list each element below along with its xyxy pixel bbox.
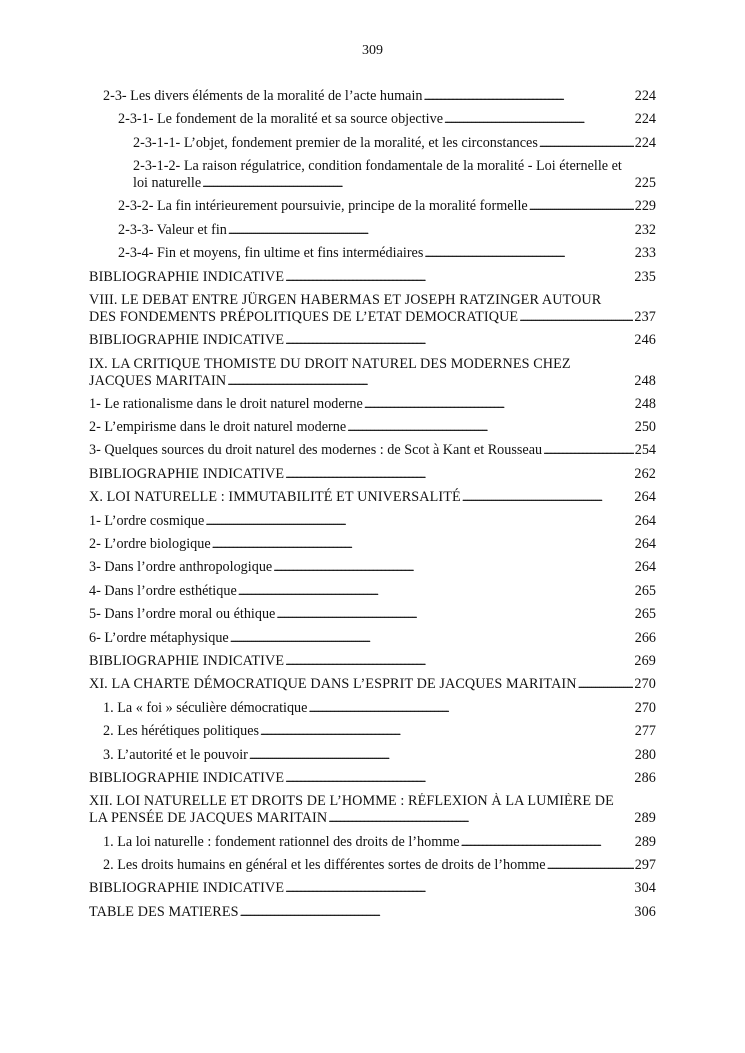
toc-entry-page: 265 xyxy=(634,606,656,623)
toc-entry-title: BIBLIOGRAPHIE INDICATIVE xyxy=(89,652,285,669)
toc-entry-page: 280 xyxy=(634,746,656,763)
toc-entry-title: 2-3- Les divers éléments de la moralité de l’acte humain xyxy=(103,88,423,104)
toc-entry-title-line2: loi naturelle xyxy=(133,175,202,192)
toc-entry[interactable] xyxy=(89,536,656,559)
toc-entry[interactable] xyxy=(89,793,656,833)
toc-entry[interactable] xyxy=(89,770,656,793)
toc-entry-page: 264 xyxy=(634,489,656,506)
toc-entry[interactable] xyxy=(89,676,656,699)
toc-entry[interactable] xyxy=(89,198,656,221)
dot-leader xyxy=(273,559,634,576)
dot-leader xyxy=(285,653,633,670)
toc-entry-title: 2. Les hérétiques politiques xyxy=(103,723,260,740)
dot-leader xyxy=(238,583,634,600)
toc-entry-page: 246 xyxy=(634,332,656,349)
toc-entry[interactable] xyxy=(89,356,656,396)
dot-leader xyxy=(347,419,634,436)
dot-leader xyxy=(202,175,634,192)
toc-entry-title-line1: 2-3-1-2- La raison régulatrice, condition fondamentale de la moralité - Loi éternelle et xyxy=(133,158,622,175)
toc-entry[interactable] xyxy=(89,857,656,880)
toc-entry-page: 235 xyxy=(634,268,656,285)
dot-leader xyxy=(328,810,633,827)
toc-entry-page: 250 xyxy=(634,419,656,436)
toc-entry-title: 5- Dans l’ordre moral ou éthique xyxy=(89,606,276,623)
toc-entry[interactable] xyxy=(89,834,656,857)
dot-leader xyxy=(519,309,633,326)
toc-entry-title-line1: XII. LOI NATURELLE ET DROITS DE L’HOMME : RÉFLEXION À LA LUMIÈRE DE xyxy=(89,793,614,810)
toc-entry[interactable] xyxy=(89,222,656,245)
dot-leader xyxy=(444,111,634,128)
toc-entry[interactable] xyxy=(89,653,656,676)
toc-entry-title: 4- Dans l’ordre esthétique xyxy=(89,582,237,599)
toc-entry-page: 269 xyxy=(634,652,656,669)
dot-leader xyxy=(285,269,633,286)
toc-entry[interactable] xyxy=(89,292,656,332)
toc-entry[interactable] xyxy=(89,559,656,582)
dot-leader xyxy=(285,880,633,897)
toc-entry-title: 2-3-1-1- L’objet, fondement premier de la moralité, et les circonstances xyxy=(133,134,538,151)
toc-entry-title: BIBLIOGRAPHIE INDICATIVE xyxy=(89,332,285,349)
toc-entry[interactable] xyxy=(89,700,656,723)
toc-entry-title-line1: IX. LA CRITIQUE THOMISTE DU DROIT NATUREL DES MODERNES CHEZ xyxy=(89,355,571,372)
toc-entry[interactable] xyxy=(89,513,656,536)
dot-leader xyxy=(461,834,634,851)
toc-entry-page: 277 xyxy=(634,723,656,740)
toc-entry[interactable] xyxy=(89,419,656,442)
dot-leader xyxy=(240,904,634,921)
toc-entry-page: 225 xyxy=(634,175,656,192)
toc-entry-page: 270 xyxy=(634,676,656,693)
toc-entry-page: 264 xyxy=(634,512,656,529)
toc-entry[interactable] xyxy=(89,606,656,629)
toc-entry-page: 270 xyxy=(634,699,656,716)
toc-entry-page: 264 xyxy=(634,559,656,576)
dot-leader xyxy=(364,396,634,413)
table-of-contents xyxy=(89,88,656,927)
toc-entry-title: 1. La loi naturelle : fondement rationnel des droits de l’homme xyxy=(103,833,460,850)
dot-leader xyxy=(285,332,633,349)
toc-entry-title: BIBLIOGRAPHIE INDICATIVE xyxy=(89,268,285,285)
toc-entry-title: 2-3-3- Valeur et fin xyxy=(118,221,227,238)
toc-entry-page: 265 xyxy=(634,582,656,599)
dot-leader xyxy=(285,770,633,787)
toc-entry[interactable] xyxy=(89,747,656,770)
toc-entry-page: 248 xyxy=(634,395,656,412)
toc-entry-page: 237 xyxy=(634,308,656,325)
dot-leader xyxy=(230,630,634,647)
toc-entry-page: 224 xyxy=(634,88,656,104)
toc-entry-title: 3- Dans l’ordre anthropologique xyxy=(89,559,273,576)
dot-leader xyxy=(212,536,634,553)
dot-leader xyxy=(529,198,634,215)
toc-entry-page: 248 xyxy=(634,372,656,389)
toc-entry-page: 262 xyxy=(634,465,656,482)
toc-entry[interactable] xyxy=(89,723,656,746)
toc-entry-title: 2-3-2- La fin intérieurement poursuivie, principe de la moralité formelle xyxy=(118,198,528,215)
toc-entry-title: 3. L’autorité et le pouvoir xyxy=(103,746,248,763)
dot-leader xyxy=(547,857,634,874)
dot-leader xyxy=(543,442,634,459)
toc-entry[interactable] xyxy=(89,111,656,134)
toc-entry[interactable] xyxy=(89,245,656,268)
toc-entry-page: 224 xyxy=(634,134,656,151)
toc-entry-title: TABLE DES MATIERES xyxy=(89,903,239,920)
toc-entry[interactable] xyxy=(89,269,656,292)
toc-entry-page: 264 xyxy=(634,536,656,553)
toc-entry-title: 2- L’ordre biologique xyxy=(89,536,211,553)
dot-leader xyxy=(227,373,633,390)
toc-entry-title: 2-3-1- Le fondement de la moralité et sa source objective xyxy=(118,111,443,128)
toc-entry-title: 1- L’ordre cosmique xyxy=(89,512,205,529)
toc-entry-title: X. LOI NATURELLE : IMMUTABILITÉ ET UNIVERSALITÉ xyxy=(89,489,461,506)
toc-entry-page: 232 xyxy=(634,221,656,238)
dot-leader xyxy=(228,222,634,239)
toc-entry[interactable] xyxy=(89,904,656,927)
toc-entry-title: 2-3-4- Fin et moyens, fin ultime et fins intermédiaires xyxy=(118,245,424,262)
toc-entry-title: 1. La « foi » séculière démocratique xyxy=(103,699,308,716)
toc-entry-title-line2: DES FONDEMENTS PRÉPOLITIQUES DE L’ETAT DEMOCRATIQUE xyxy=(89,308,519,325)
dot-leader xyxy=(276,606,633,623)
toc-entry-page: 297 xyxy=(634,856,656,873)
toc-entry-page: 254 xyxy=(634,442,656,459)
dot-leader xyxy=(260,723,634,740)
toc-entry-title: BIBLIOGRAPHIE INDICATIVE xyxy=(89,880,285,897)
toc-entry[interactable] xyxy=(89,396,656,419)
toc-entry-title: 2. Les droits humains en général et les différentes sortes de droits de l’homme xyxy=(103,856,546,873)
dot-leader xyxy=(539,135,634,152)
dot-leader xyxy=(578,676,634,693)
toc-entry[interactable] xyxy=(89,332,656,355)
dot-leader xyxy=(249,747,634,764)
dot-leader xyxy=(424,245,633,262)
toc-entry-title: BIBLIOGRAPHIE INDICATIVE xyxy=(89,465,285,482)
toc-entry-title: 3- Quelques sources du droit naturel des modernes : de Scot à Kant et Rousseau xyxy=(89,442,543,459)
toc-entry-title: 6- L’ordre métaphysique xyxy=(89,629,229,646)
toc-entry[interactable] xyxy=(89,135,656,158)
toc-entry-page: 229 xyxy=(634,198,656,215)
toc-entry[interactable] xyxy=(89,630,656,653)
toc-entry[interactable] xyxy=(89,489,656,512)
toc-entry-page: 224 xyxy=(634,111,656,128)
dot-leader xyxy=(424,88,634,105)
dot-leader xyxy=(462,489,634,506)
toc-entry-title: 2- L’empirisme dans le droit naturel moderne xyxy=(89,419,347,436)
toc-entry-page: 286 xyxy=(634,769,656,786)
toc-entry-page: 289 xyxy=(634,810,656,827)
toc-entry[interactable] xyxy=(89,442,656,465)
toc-entry-title: BIBLIOGRAPHIE INDICATIVE xyxy=(89,769,285,786)
toc-entry-page: 289 xyxy=(634,833,656,850)
toc-entry-title: XI. LA CHARTE DÉMOCRATIQUE DANS L’ESPRIT DE JACQUES MARITAIN xyxy=(89,676,577,693)
dot-leader xyxy=(308,700,633,717)
toc-entry-page: 304 xyxy=(634,880,656,897)
dot-leader xyxy=(205,513,633,530)
toc-entry-title-line2: JACQUES MARITAIN xyxy=(89,372,227,389)
toc-entry[interactable] xyxy=(89,88,656,111)
toc-entry[interactable] xyxy=(89,583,656,606)
toc-entry-page: 266 xyxy=(634,629,656,646)
toc-entry-title: 1- Le rationalisme dans le droit naturel moderne xyxy=(89,395,363,412)
dot-leader xyxy=(285,466,633,483)
toc-entry-title-line2: LA PENSÉE DE JACQUES MARITAIN xyxy=(89,810,328,827)
toc-entry[interactable] xyxy=(89,880,656,903)
toc-entry-page: 233 xyxy=(634,245,656,262)
toc-entry[interactable] xyxy=(89,158,656,198)
toc-entry-title-line1: VIII. LE DEBAT ENTRE JÜRGEN HABERMAS ET JOSEPH RATZINGER AUTOUR xyxy=(89,291,602,308)
toc-entry-page: 306 xyxy=(634,903,656,920)
toc-entry[interactable] xyxy=(89,466,656,489)
page-number: 309 xyxy=(362,43,383,58)
